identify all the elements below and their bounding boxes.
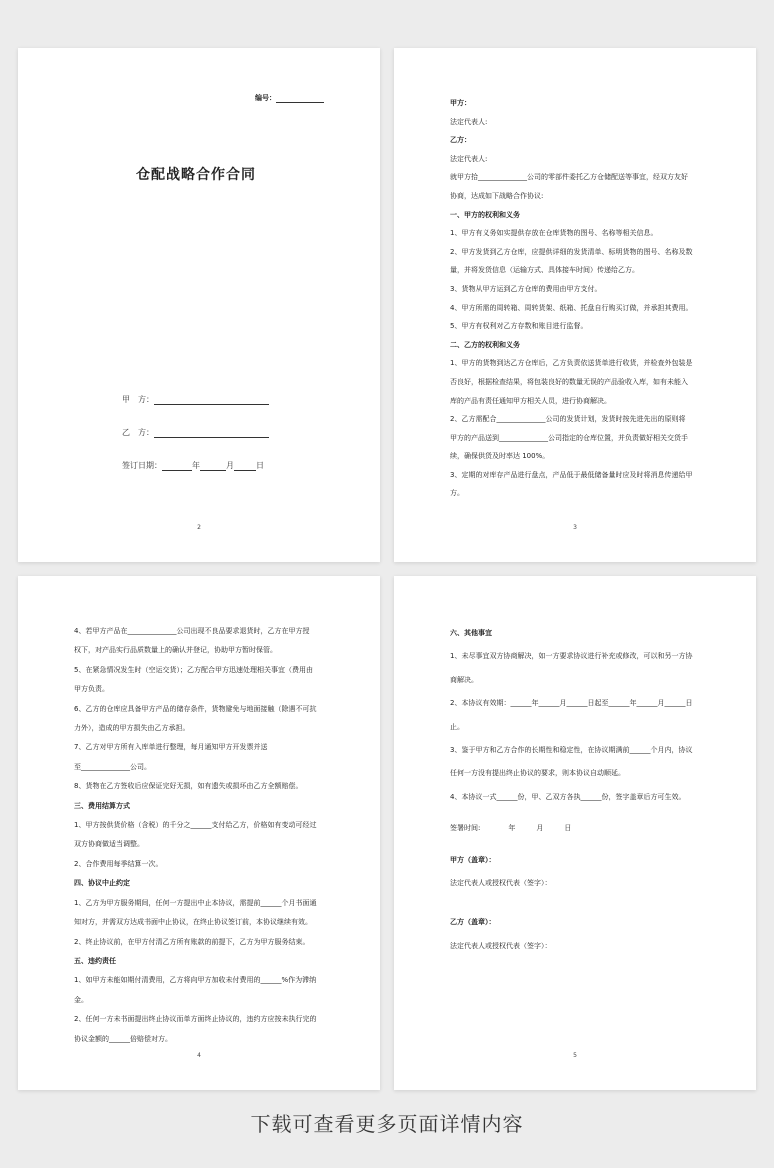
text-line: 甲方负责。 [74,685,109,694]
page-number: 4 [197,1052,201,1059]
text-line: 3、定期的对库存产品进行盘点，产品低于最低储备量时应及时将消息传递给甲 [450,470,693,479]
text-line: 知对方，并需双方达成书面中止协议，在终止协议签订前，本协议继续有效。 [74,918,312,927]
text-line: 2、合作费用每季结算一次。 [74,859,163,868]
text-line: 1、甲方的货物到达乙方仓库后，乙方负责依送货单进行收货，并检查外包装是 [450,359,693,368]
document-page-3 [18,576,380,1090]
section-heading: 甲方（盖章）： [450,855,496,864]
text-line: 至______________公司。 [74,762,151,771]
text-line: 方。 [450,489,464,498]
month-blank [200,460,226,471]
text-line: 协商，达成如下战略合作协议: [450,191,544,200]
text-line: 4、本协议一式______份，甲、乙双方各执______份，签字盖章后方可生效。 [450,792,686,801]
party-b-label: 乙 方： [122,428,154,437]
serial-number-label: 编号： [255,94,276,102]
text-line: 1、乙方为甲方服务期间，任何一方提出中止本协议，需提前______个月书面通 [74,898,317,907]
text-line: 2、甲方发货到乙方仓库，应提供详细的发货清单、标明货物的图号、名称及数 [450,247,693,256]
text-line: 法定代表人: [450,154,488,163]
year-label: 年 [192,461,200,470]
text-line: 协议金额的______倍赔偿对方。 [74,1034,172,1043]
section-heading: 甲方： [450,99,471,107]
serial-number-blank [276,94,324,103]
month-label: 月 [226,461,234,470]
text-line: 法定代表人: [450,117,488,126]
party-b-blank [154,427,269,438]
text-line: 1、未尽事宜双方协商解决，如一方要求协议进行补充或修改，可以和另一方协 [450,652,693,661]
party-a-label: 甲 方： [122,395,154,404]
day-label: 日 [256,461,264,470]
page-number: 3 [573,524,577,531]
page-number: 2 [197,524,201,531]
section-heading: 六、其他事宜 [450,629,492,637]
text-line: 就甲方拾______________公司的零部件委托乙方仓储配送等事宜，经双方友好 [450,173,688,182]
text-line: 5、甲方有权利对乙方存数和账目进行监督。 [450,322,588,331]
sign-date-label: 签订日期： [122,461,162,470]
text-line: 库的产品有责任通知甲方相关人员，进行协商解决。 [450,396,611,405]
text-line: 法定代表人或授权代表（签字）： [450,941,552,950]
text-line: 量，并将发货信息（运输方式、具体接车时间）传递给乙方。 [450,266,639,275]
text-line: 商解决。 [450,675,478,684]
text-line: 力外），造成的甲方损失由乙方承担。 [74,724,190,733]
download-caption[interactable]: 下载可查看更多页面详情内容 [250,1112,524,1136]
text-line: 6、乙方的仓库应具备甲方产品的储存条件，货物避免与地面接触（除遇不可抗 [74,704,317,713]
text-line: 7、乙方对甲方所有入库单进行整理，每月通知甲方开发票并送 [74,743,268,752]
text-line: 双方协商做适当调整。 [74,840,144,849]
day-blank [234,460,256,471]
party-a-row [122,394,269,405]
text-line: 签署时间: 年 月 日 [450,824,572,833]
year-blank [162,460,192,471]
text-line: 3、货物从甲方运到乙方仓库的费用由甲方支付。 [450,284,602,293]
text-line: 4、甲方所需的周转箱、周转货架、纸箱、托盘自行购买订做，并承担其费用。 [450,303,693,312]
text-line: 1、甲方有义务如实提供存放在仓库货物的图号、名称等相关信息。 [450,229,658,238]
text-line: 任何一方没有提出终止协议的要求，则本协议自动顺延。 [450,769,625,778]
text-line: 权下，对产品实行品质数量上的确认并登记，协助甲方暂时保管。 [74,646,277,655]
section-heading: 四、协议中止约定 [74,879,130,888]
party-a-blank [154,394,269,405]
document-page-4 [394,576,756,1090]
page-body [450,622,702,958]
text-line: 甲方的产品送到______________公司指定的仓库位置，并负责做好相关交货手 [450,433,688,442]
text-line: 否良好，根据检查结果，将包装良好的数量无误的产品验收入库，如有未能入 [450,377,688,386]
section-heading: 乙方： [450,136,471,145]
text-line: 8、货物在乙方签收后应保证完好无损，如有遗失或损坏由乙方全额赔偿。 [74,782,303,791]
text-line: 2、乙方需配合______________公司的发货计划，发货时按先进先出的原则将 [450,415,686,424]
document-page-2 [394,48,756,562]
text-line: 法定代表人或授权代表（签字）： [450,879,552,888]
text-line: 1、甲方按供货价格（含税）的千分之______支付给乙方，价格如有变动可经过 [74,821,317,830]
text-line: 2、本协议有效期：______年______月______日起至______年______月______日 [450,699,693,708]
text-line: 3、鉴于甲方和乙方合作的长期性和稳定性，在协议期满前______个月内，协议 [450,746,693,755]
section-heading: 乙方（盖章）： [450,918,496,927]
text-line: 1、如甲方未能如期付清费用，乙方将向甲方加收未付费用的______%作为滞纳 [74,976,317,985]
section-heading: 二、乙方的权利和义务 [450,340,520,349]
sign-date-row [122,460,264,471]
section-heading: 一、甲方的权利和义务 [450,210,520,219]
text-line: 2、任何一方未书面提出终止协议而单方面终止协议的，违约方应按未执行完的 [74,1015,317,1024]
page-body [450,94,702,503]
section-heading: 五、违约责任 [74,956,116,965]
text-line: 金。 [74,995,88,1004]
text-line: 2、终止协议前，在甲方付清乙方所有账款的前提下，乙方为甲方服务结束。 [74,937,310,946]
text-line: 续，确保供货及时率达 100%。 [450,452,550,461]
page-number: 5 [573,1052,577,1059]
contract-title: 仓配战略合作合同 [136,167,256,183]
text-line: 5、在紧急情况发生时（空运交货）；乙方配合甲方迅速处理相关事宜（费用由 [74,665,313,674]
serial-number-field [255,93,324,103]
text-line: 止。 [450,722,464,731]
section-heading: 三、费用结算方式 [74,801,130,810]
page-body [74,622,326,1049]
document-page-cover [18,48,380,562]
party-b-row [122,427,269,438]
text-line: 4、若甲方产品在______________公司出现不良品要求退货时，乙方在甲方授 [74,627,310,635]
